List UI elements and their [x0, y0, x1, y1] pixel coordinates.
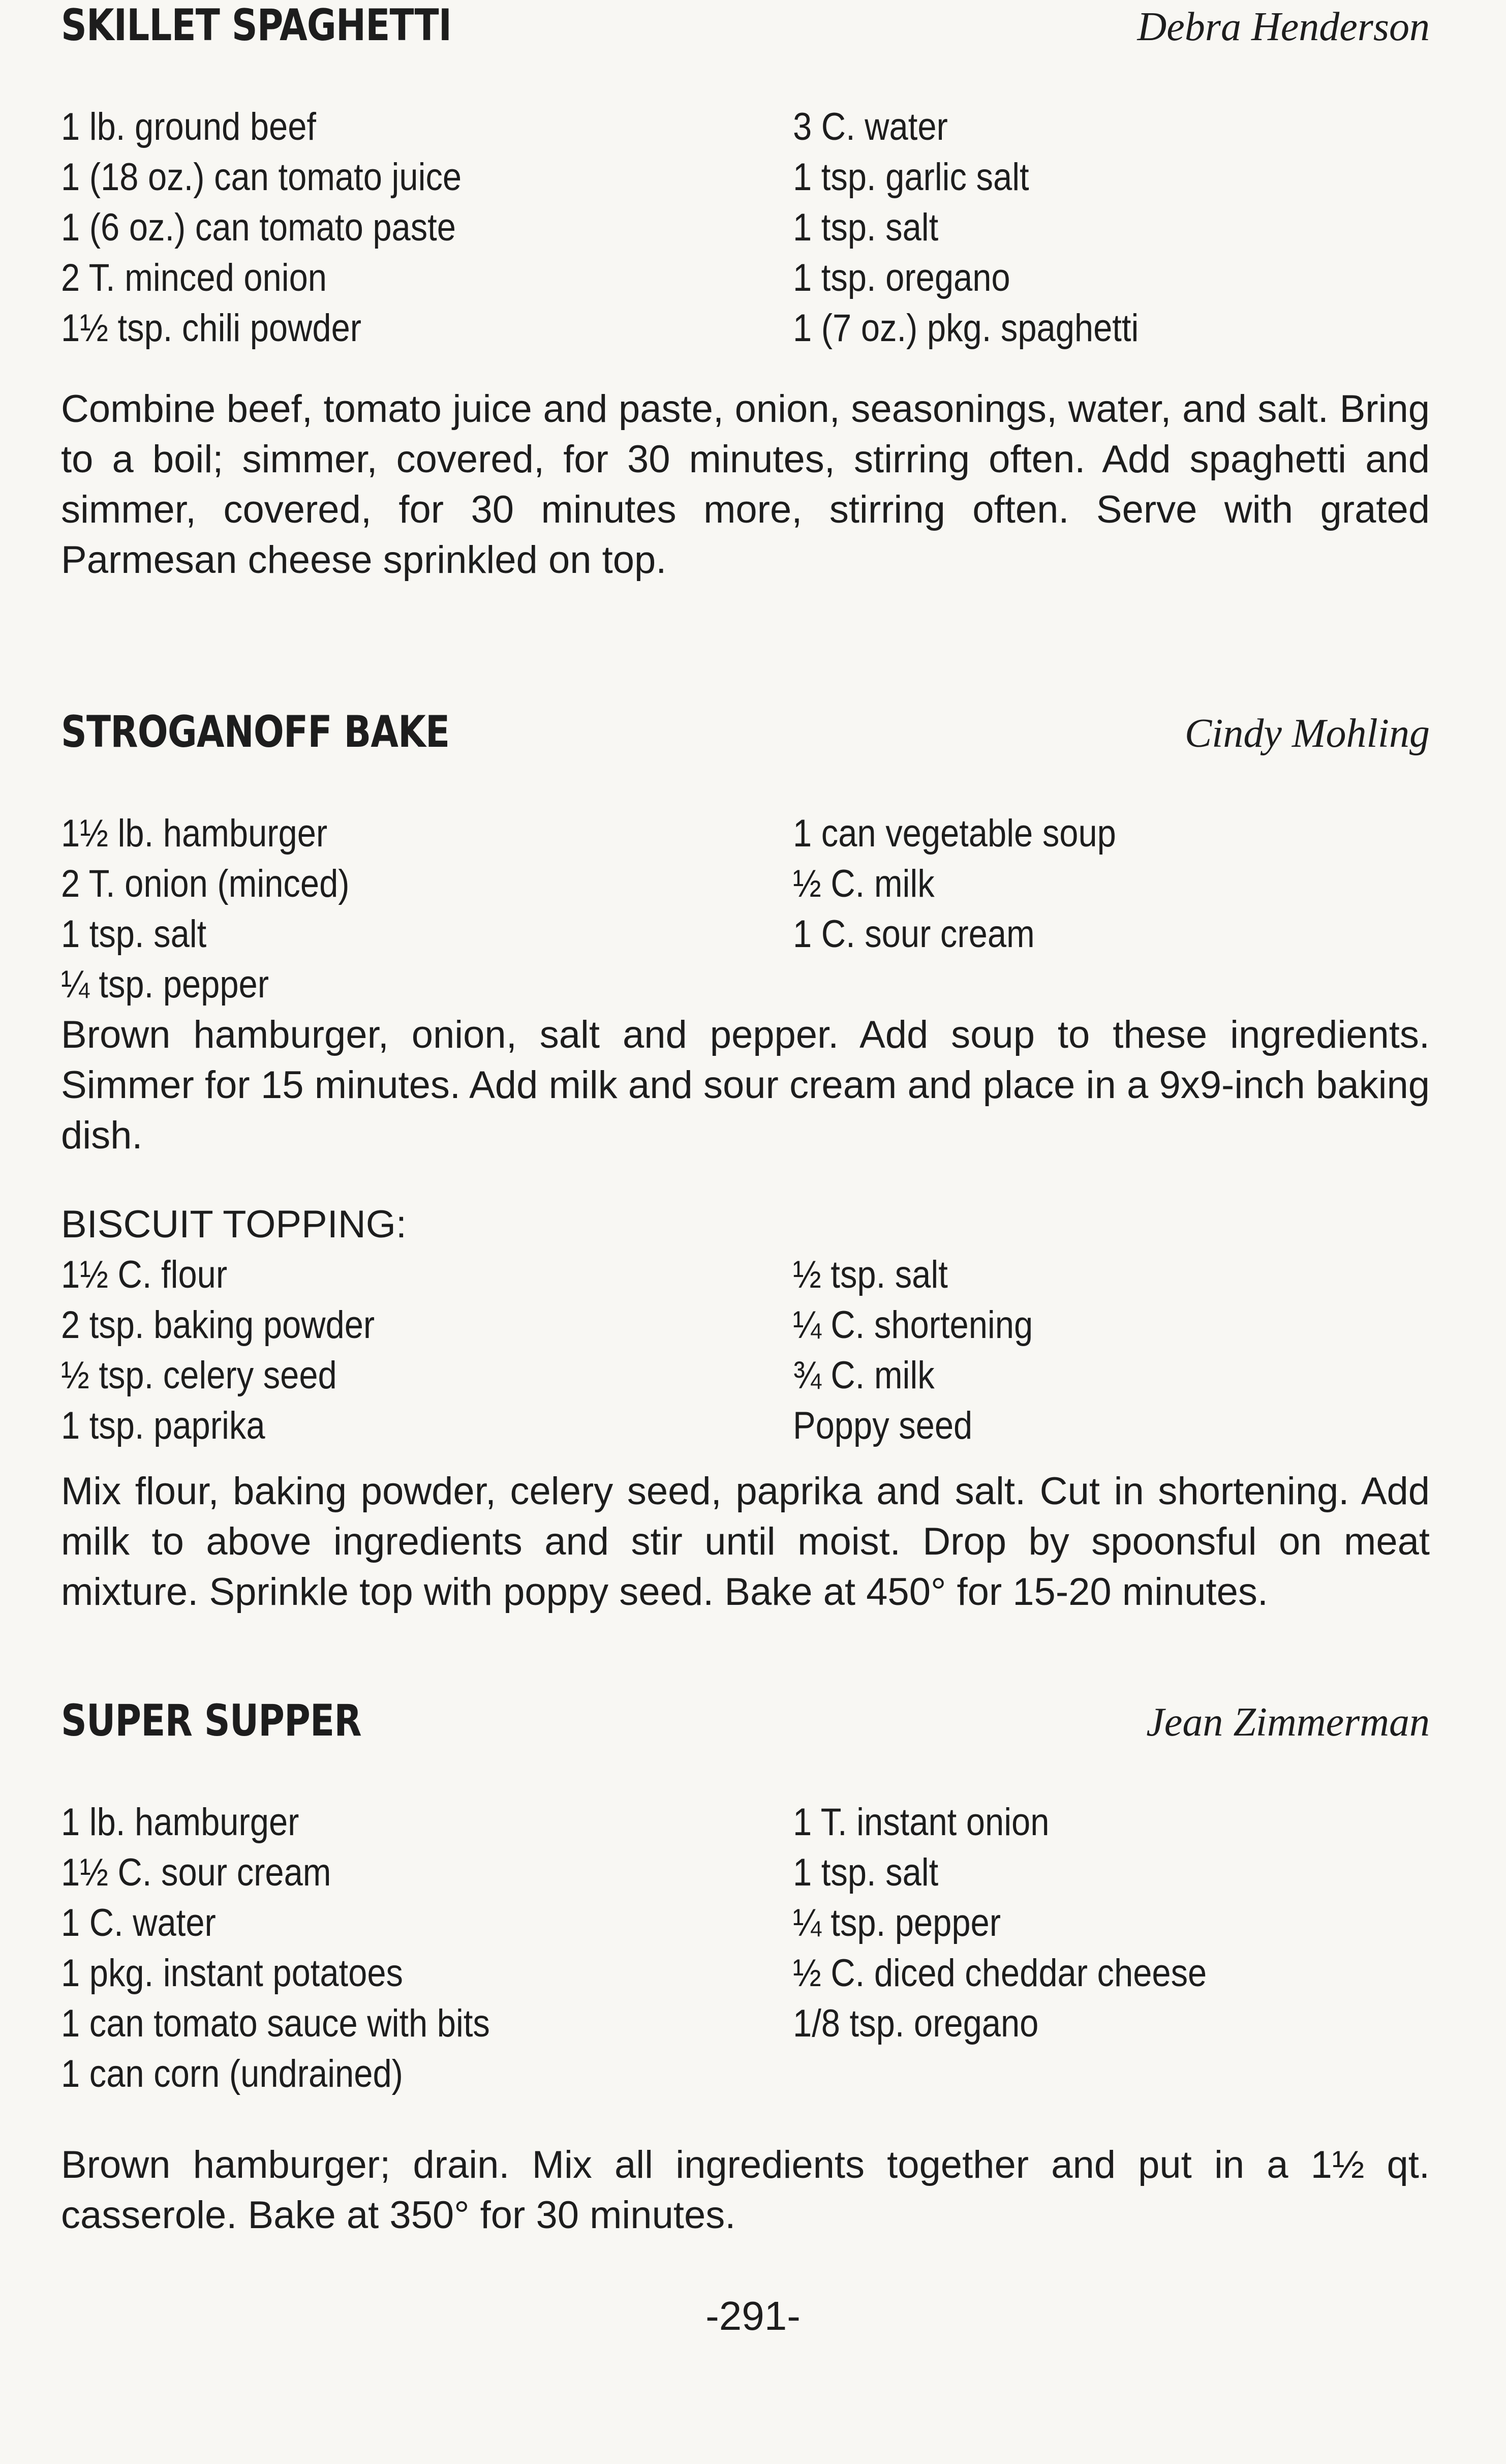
ingredient: 1 C. water	[61, 1901, 216, 1944]
recipe-author: Cindy Mohling	[1184, 711, 1430, 756]
ingredient: 1 pkg. instant potatoes	[61, 1952, 403, 1995]
ingredient-list	[61, 102, 1430, 353]
ingredient: ¼ C. shortening	[793, 1303, 1033, 1347]
recipe-header	[61, 707, 1430, 768]
recipe-stroganoff-bake	[61, 707, 1430, 1656]
ingredient: 2 T. minced onion	[61, 256, 327, 299]
ingredient: 1 (7 oz.) pkg. spaghetti	[793, 307, 1139, 350]
recipe-header	[61, 1695, 1430, 1756]
recipe-header	[61, 0, 1430, 61]
ingredient: 1½ C. flour	[61, 1253, 228, 1296]
ingredient: 1 tsp. paprika	[61, 1404, 265, 1447]
ingredient: ¼ tsp. pepper	[793, 1901, 1001, 1944]
ingredient-list	[61, 808, 1430, 1010]
recipe-author: Jean Zimmerman	[1146, 1700, 1430, 1745]
recipe-super-supper	[61, 1695, 1430, 2279]
ingredient: Poppy seed	[793, 1404, 973, 1447]
ingredient: 1 tsp. salt	[793, 1851, 939, 1894]
ingredient: ½ C. diced cheddar cheese	[793, 1952, 1207, 1995]
ingredient: ¼ tsp. pepper	[61, 963, 269, 1006]
ingredient	[793, 959, 1354, 1010]
ingredient: 1½ C. sour cream	[61, 1851, 331, 1894]
ingredient: ¾ C. milk	[793, 1354, 935, 1397]
page-number: -291-	[705, 2293, 801, 2338]
ingredient: 1 tsp. garlic salt	[793, 156, 1029, 199]
ingredient	[793, 2049, 1354, 2099]
ingredient: 1½ tsp. chili powder	[61, 307, 362, 350]
recipe-title: STROGANOFF BAKE	[61, 707, 450, 757]
ingredient: 1 T. instant onion	[793, 1801, 1050, 1844]
topping-instructions: Mix flour, baking powder, celery seed, paprika and salt. Cut in shortening. Add milk to above ingredients and stir until moist. Drop by spoonsful on meat mixture. Sprinkle top with poppy seed. Bake at 450° for 15-20 minutes.	[61, 1470, 1430, 1614]
recipe-title: SKILLET SPAGHETTI	[61, 0, 452, 51]
ingredient: 1/8 tsp. oregano	[793, 2002, 1039, 2045]
ingredient: ½ C. milk	[793, 862, 935, 905]
ingredient: 1 (18 oz.) can tomato juice	[61, 156, 462, 199]
ingredient: 1 tsp. oregano	[793, 256, 1010, 299]
ingredient: ½ tsp. celery seed	[61, 1354, 337, 1397]
ingredient: ½ tsp. salt	[793, 1253, 948, 1296]
ingredient: 1 can vegetable soup	[793, 812, 1116, 855]
ingredient: 1 lb. hamburger	[61, 1801, 299, 1844]
ingredient-list	[61, 1797, 1430, 2099]
recipe-title: SUPER SUPPER	[61, 1695, 361, 1746]
recipe-skillet-spaghetti	[61, 0, 1430, 624]
ingredient: 2 tsp. baking powder	[61, 1303, 375, 1347]
recipe-instructions: Brown hamburger; drain. Mix all ingredients together and put in a 1½ qt. casserole. Bake at 350° for 30 minutes.	[61, 2143, 1430, 2237]
topping-ingredient-list	[61, 1250, 1430, 1451]
ingredient: 1 (6 oz.) can tomato paste	[61, 206, 456, 249]
recipe-instructions: Brown hamburger, onion, salt and pepper. Add soup to these ingredients. Simmer for 15 minutes. Add milk and sour cream and place in a 9x9-inch baking dish.	[61, 1013, 1430, 1157]
ingredient: 2 T. onion (minced)	[61, 862, 350, 905]
ingredient: 1½ lb. hamburger	[61, 812, 328, 855]
recipe-instructions: Combine beef, tomato juice and paste, onion, seasonings, water, and salt. Bring to a boil; simmer, covered, for 30 minutes, stirring often. Add spaghetti and simmer, covered, for 30 minutes more, stirring often. Serve with grated Parmesan cheese sprinkled on top.	[61, 387, 1430, 582]
recipe-author: Debra Henderson	[1137, 5, 1430, 49]
ingredient: 3 C. water	[793, 105, 948, 148]
ingredient: 1 C. sour cream	[793, 912, 1035, 956]
ingredient: 1 can corn (undrained)	[61, 2052, 403, 2095]
ingredient: 1 can tomato sauce with bits	[61, 2002, 490, 2045]
ingredient: 1 tsp. salt	[61, 912, 207, 956]
ingredient: 1 tsp. salt	[793, 206, 939, 249]
topping-title: BISCUIT TOPPING:	[61, 1203, 407, 1246]
ingredient: 1 lb. ground beef	[61, 105, 316, 148]
